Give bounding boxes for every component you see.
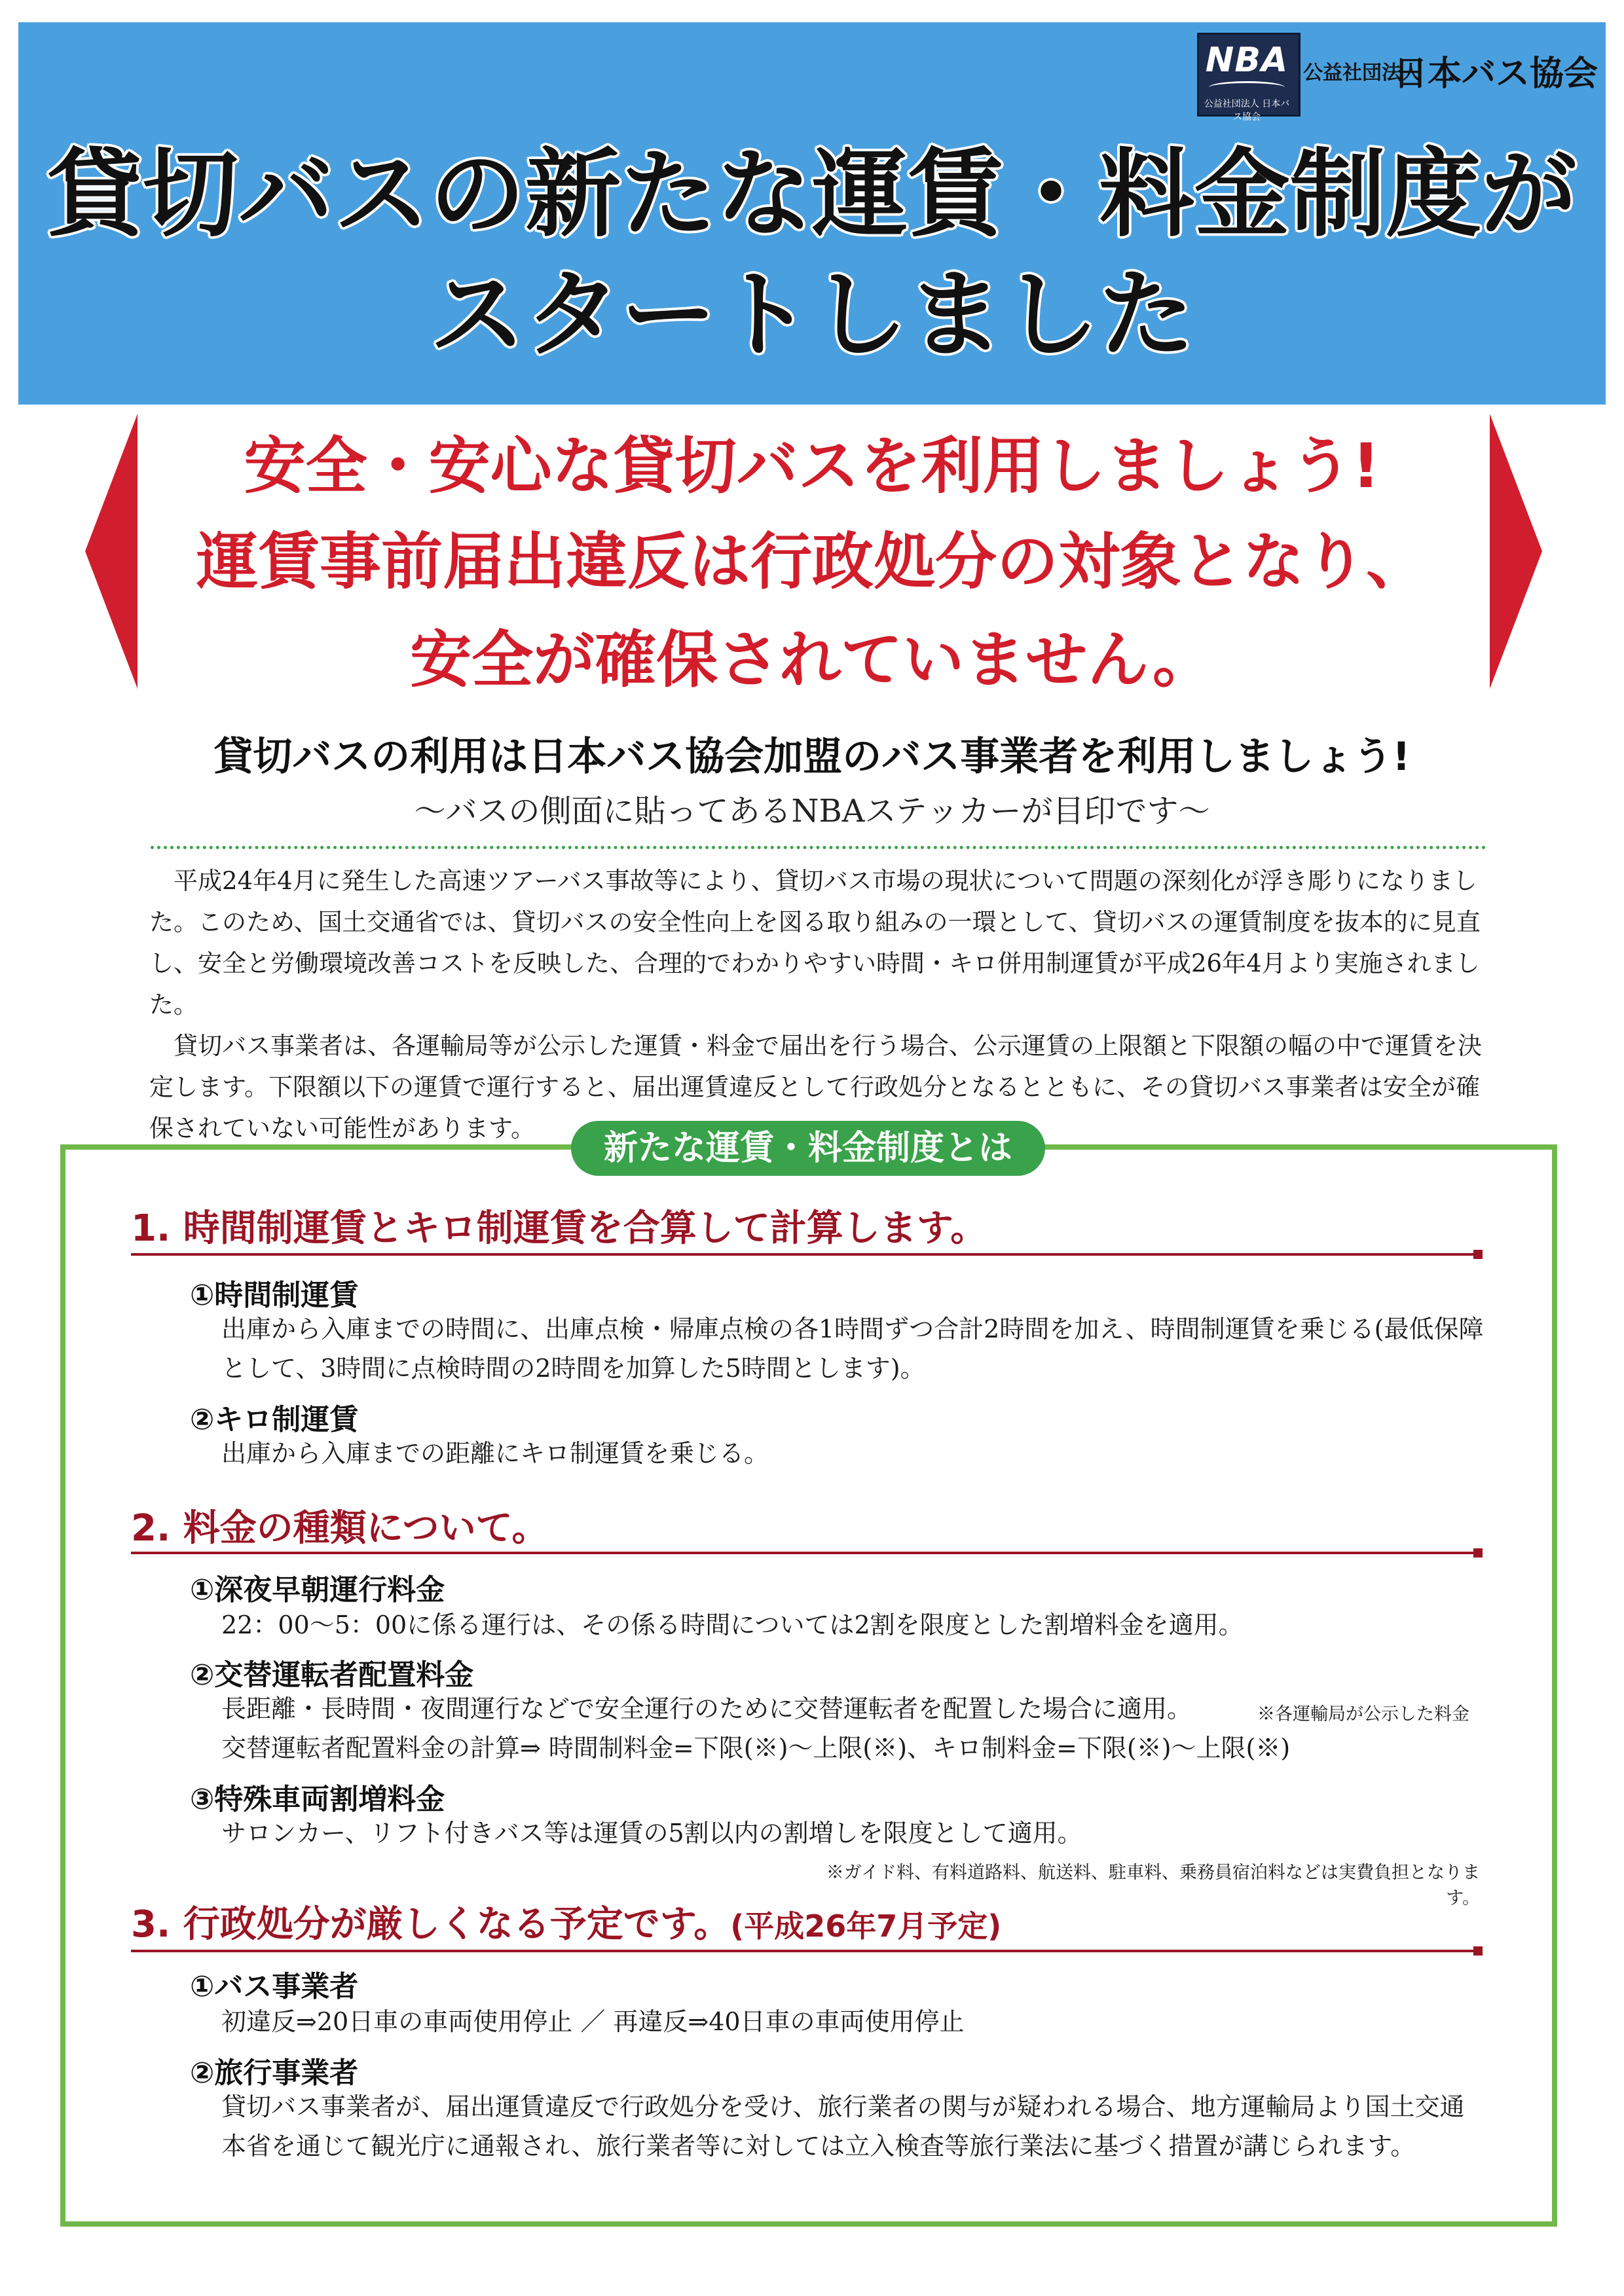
section2-item1-text: 22：00〜5：00に係る運行は、その係る時間については2割を限度とした割増料金を適用。 <box>221 1611 1244 1639</box>
section3-heading-main: 3. 行政処分が厳しくなる予定です。 <box>131 1903 731 1946</box>
section2-item2-text1: 長距離・長時間・夜間運行などで安全運行のために交替運転者を配置した場合に適用。 <box>221 1694 1192 1723</box>
section2-footnote: ※ガイド料、有料道路料、航送料、駐車料、乗務員宿泊料などは実費負担となります。 <box>826 1863 1480 1908</box>
section3-item1-text: 初違反⇒20日車の車両使用停止 ／ 再違反⇒40日車の車両使用停止 <box>221 2007 965 2036</box>
section1-item1-text: 出庫から入庫までの時間に、出庫点検・帰庫点検の各1時間ずつ合計2時間を加え、時間制運賃を乗じる(最低保障として、3時間に点検時間の2時間を加算した5時間とします)。 <box>221 1315 1484 1383</box>
section2-item1-heading: ①深夜早朝運行料金 <box>190 1573 445 1607</box>
left-arrow-icon <box>85 414 138 689</box>
dotted-divider <box>151 846 1486 849</box>
section3-rule <box>131 1950 1480 1952</box>
section2-item2-heading: ②交替運転者配置料金 <box>190 1658 474 1692</box>
warning-line-1: 安全・安心な貸切バスを利用しましょう! <box>244 431 1380 502</box>
warning-line-2: 運賃事前届出違反は行政処分の対象となり、 <box>196 526 1428 598</box>
section2-item2-note: ※各運輸局が公示した料金 <box>1257 1704 1469 1724</box>
warning-line-3: 安全が確保されていません。 <box>410 625 1214 696</box>
main-title-line1: 貸切バスの新たな運賃・料金制度が <box>47 139 1577 250</box>
section1-item1-heading: ①時間制運賃 <box>190 1279 359 1312</box>
nba-logo-text: NBA <box>1205 41 1289 80</box>
section2-heading: 2. 料金の種類について。 <box>131 1507 549 1550</box>
frame-top-right-border <box>1031 1144 1552 1150</box>
logo-swoosh-icon <box>1209 81 1285 94</box>
section2-rule-end <box>1473 1548 1483 1558</box>
section2-item3-text: サロンカー、リフト付きバス等は運賃の5割以内の割増しを限度として適用。 <box>221 1819 1082 1848</box>
intro-paragraph-2: 貸切バス事業者は、各運輸局等が公示した運賃・料金で届出を行う場合、公示運賃の上限額と下限額の幅の中で運賃を決定します。下限額以下の運賃で運行すると、届出運賃違反として行政処分となるとともに、その貸切バス事業者は安全が確保されていない可能性があります。 <box>149 1032 1482 1142</box>
main-title-line2: スタートしました <box>430 259 1194 371</box>
section1-heading: 1. 時間制運賃とキロ制運賃を合算して計算します。 <box>131 1207 987 1250</box>
org-name: 日本バス協会 <box>1393 54 1598 94</box>
nba-logo-caption: 公益社団法人 日本バス協会 <box>1204 99 1290 122</box>
sub-note: 〜バスの側面に貼ってあるNBAステッカーが目印です〜 <box>414 793 1210 829</box>
section3-rule-end <box>1473 1946 1483 1956</box>
section2-rule <box>131 1552 1480 1554</box>
section1-item2-text: 出庫から入庫までの距離にキロ制運賃を乗じる。 <box>221 1439 769 1468</box>
sub-heading: 貸切バスの利用は日本バス協会加盟のバス事業者を利用しましょう! <box>213 734 1411 780</box>
section1-rule-end <box>1473 1250 1483 1259</box>
section3-item1-heading: ①バス事業者 <box>190 1970 359 2003</box>
main-title <box>18 134 1606 375</box>
section2-item3-heading: ③特殊車両割増料金 <box>190 1783 445 1816</box>
frame-title: 新たな運賃・料金制度とは <box>603 1129 1012 1168</box>
section3-item2-text: 貸切バス事業者が、届出運賃違反で行政処分を受け、旅行業者の関与が疑われる場合、地方運輸局より国土交通本省を通じて観光庁に通報され、旅行業者等に対しては立入検査等旅行業法に基づく措置が講じられます。 <box>221 2092 1465 2160</box>
section2-item2-text2: 交替運転者配置料金の計算⇒ 時間制料金=下限(※)〜上限(※)、キロ制料金=下限(※)〜上限(※) <box>221 1734 1291 1762</box>
section3-heading <box>131 1895 1001 1948</box>
intro-text <box>149 860 1488 1149</box>
frame-top-left-border <box>60 1144 584 1150</box>
section3-heading-suffix: (平成26年7月予定) <box>730 1908 1002 1944</box>
section1-rule <box>131 1253 1480 1256</box>
section1-item2-heading: ②キロ制運賃 <box>190 1403 359 1436</box>
section3-item2-heading: ②旅行事業者 <box>190 2056 359 2090</box>
right-arrow-icon <box>1490 414 1542 689</box>
org-prefix: 公益社団法人 <box>1303 62 1421 84</box>
intro-paragraph-1: 平成24年4月に発生した高速ツアーバス事故等により、貸切バス市場の現状について問題の深刻化が浮き彫りになりました。このため、国土交通省では、貸切バスの安全性向上を図る取り組みの一環として、貸切バスの運賃制度を抜本的に見直し、安全と労働環境改善コストを反映した、合理的でわかりやすい時間・キロ併用制運賃が平成26年4月より実施されました。 <box>149 867 1481 1019</box>
